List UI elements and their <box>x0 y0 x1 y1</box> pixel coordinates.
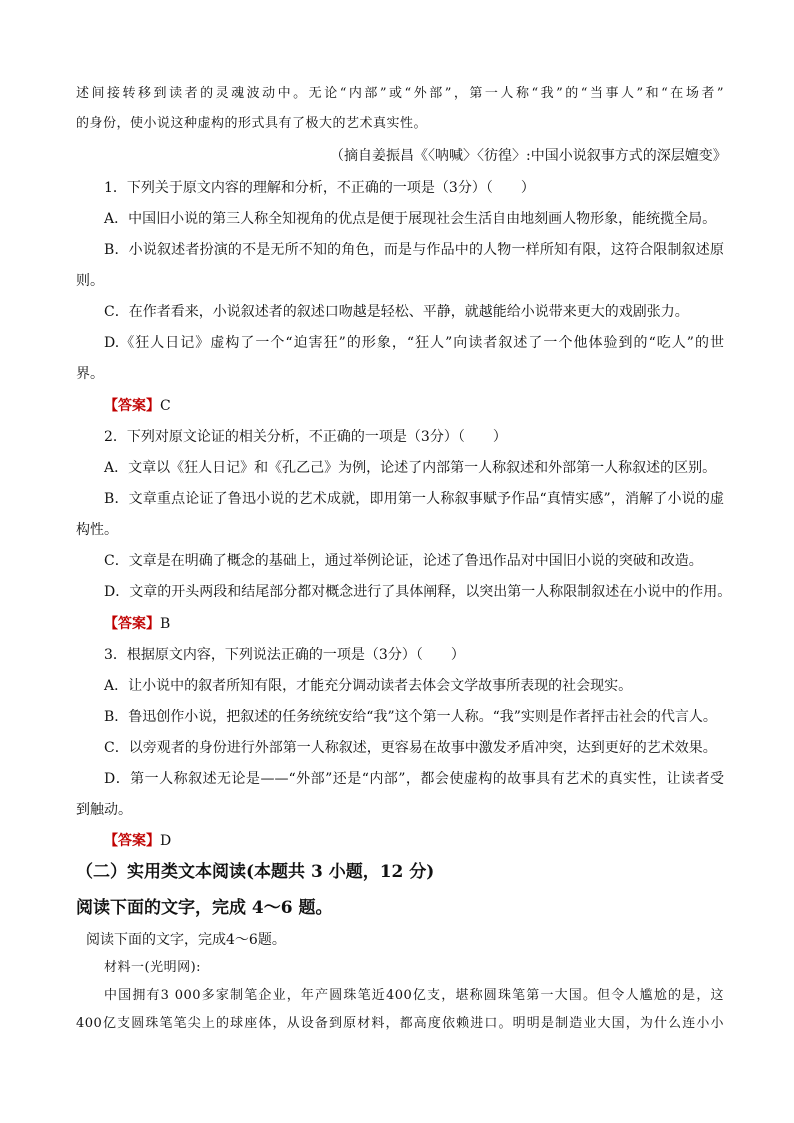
section-instruction: 阅读下面的文字，完成4～6题。 <box>86 932 286 948</box>
q3-option-a: A．让小说中的叙者所知有限，才能充分调动读者去体会文学故事所表现的社会现实。 <box>104 678 633 694</box>
q1-option-d-line1: D.《狂人日记》虚构了一个“迫害狂”的形象，“狂人”向读者叙述了一个他体验到的“吃人”的世 <box>104 335 724 351</box>
q2-option-c: C．文章是在明确了概念的基础上，通过举例论证，论述了鲁迅作品对中国旧小说的突破和改造。 <box>104 553 703 569</box>
q2-option-a: A．文章以《狂人日记》和《孔乙己》为例，论述了内部第一人称叙述和外部第一人称叙述的区别。 <box>104 460 717 476</box>
answer-tag: 【答案】 <box>104 833 160 849</box>
q1-option-b-line2: 则。 <box>76 273 104 289</box>
q1-stem: 1．下列关于原文内容的理解和分析，不正确的一项是（3分）（ ） <box>104 180 535 196</box>
section-instruction-bold: 阅读下面的文字，完成 4～6 题。 <box>76 898 333 918</box>
q2-stem: 2．下列对原文论证的相关分析，不正确的一项是（3分）（ ） <box>104 429 507 445</box>
q2-option-d: D．文章的开头两段和结尾部分都对概念进行了具体阐释，以突出第一人称限制叙述在小说中的作用。 <box>104 584 732 600</box>
answer-value: B <box>160 616 171 632</box>
q1-option-c: C．在作者看来，小说叙述者的叙述口吻越是轻松、平静，就越能给小说带来更大的戏剧张力。 <box>104 304 689 320</box>
q3-option-d-line2: 到触动。 <box>76 802 132 818</box>
q3-option-c: C．以旁观者的身份进行外部第一人称叙述，更容易在故事中激发矛盾冲突，达到更好的艺术效果。 <box>104 740 717 756</box>
source-citation: （摘自姜振昌《〈呐喊〉〈彷徨〉:中国小说叙事方式的深层嬗变》 <box>330 148 727 164</box>
answer-tag: 【答案】 <box>104 398 160 414</box>
intro-line-2: 的身份，使小说这种虚构的形式具有了极大的艺术真实性。 <box>76 116 428 131</box>
intro-line-1: 述间接转移到读者的灵魂波动中。无论“内部”或“外部”，第一人称“我”的“当事人”和“在场者” <box>76 86 724 101</box>
answer-value: C <box>160 398 171 414</box>
q1-option-a: A．中国旧小说的第三人称全知视角的优点是便于展现社会生活自由地刻画人物形象，能统揽全局。 <box>104 211 717 227</box>
q2-option-b-line2: 构性。 <box>76 522 118 538</box>
answer-value: D <box>160 833 172 849</box>
q3-option-b: B．鲁迅创作小说，把叙述的任务统统安给“我”这个第一人称。“我”实则是作者抨击社会的代言人。 <box>104 709 717 725</box>
q3-stem: 3．根据原文内容，下列说法正确的一项是（3分）（ ） <box>104 647 465 663</box>
q1-option-d-line2: 界。 <box>76 366 104 382</box>
q3-option-d-line1: D．第一人称叙述无论是——“外部”还是“内部”，都会使虚构的故事具有艺术的真实性，让读者受 <box>104 771 724 787</box>
q3-answer <box>104 831 724 851</box>
material-line-2: 400亿支圆珠笔笔尖上的球座体，从设备到原材料，都高度依赖进口。明明是制造业大国，为什么连小小 <box>76 1016 724 1031</box>
answer-tag: 【答案】 <box>104 616 160 632</box>
q2-option-b-line1: B．文章重点论证了鲁迅小说的艺术成就，即用第一人称叙事赋予作品“真情实感”，消解了小说的虚 <box>104 491 724 507</box>
q2-answer <box>104 614 724 634</box>
material-label: 材料一(光明网): <box>104 960 202 975</box>
material-line-1: 中国拥有3 000多家制笔企业，年产圆珠笔近400亿支，堪称圆珠笔第一大国。但令人尴尬的是，这 <box>104 988 724 1003</box>
section-heading: （二）实用类文本阅读(本题共 3 小题，12 分) <box>76 862 435 882</box>
q1-answer <box>104 396 724 416</box>
q1-option-b-line1: B．小说叙述者扮演的不是无所不知的角色，而是与作品中的人物一样所知有限，这符合限制叙述原 <box>104 242 724 258</box>
